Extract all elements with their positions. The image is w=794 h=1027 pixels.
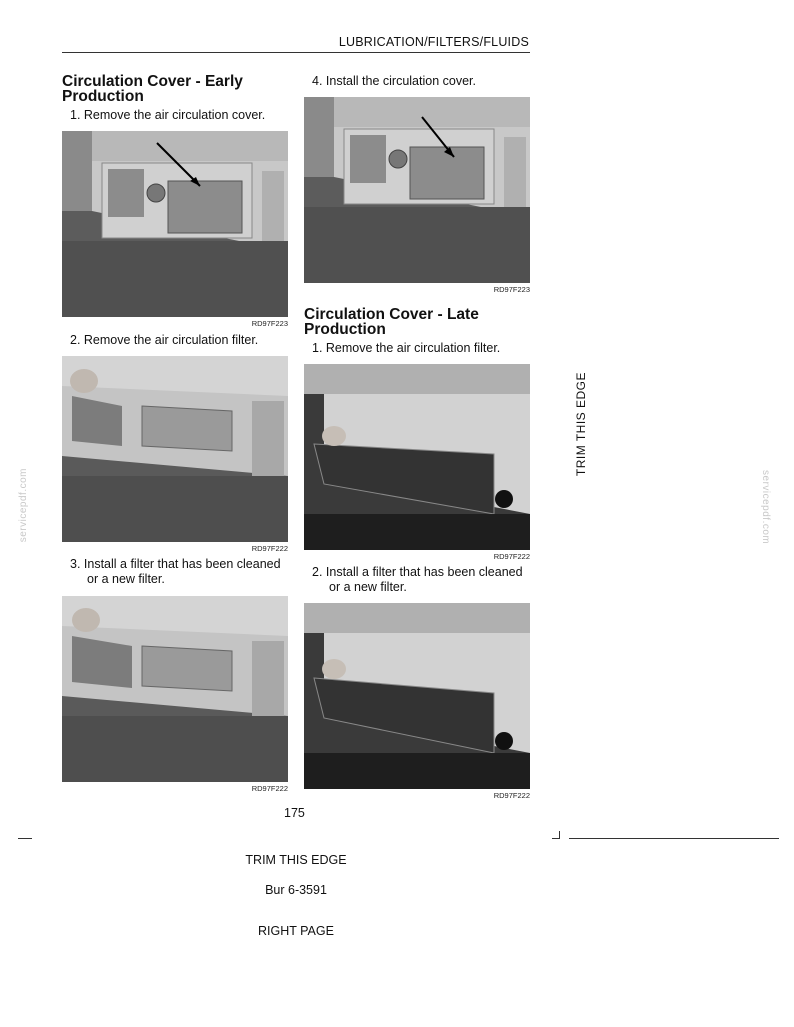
running-header: LUBRICATION/FILTERS/FLUIDS [338,35,529,49]
heading-line: Circulation Cover - Early [62,73,243,90]
page-side: RIGHT PAGE [258,924,334,938]
step-1-remove-cover: 1. Remove the air circulation cover. [70,108,266,122]
step-line: 2. Install a filter that has been cleaned [312,565,523,579]
figure-id: RD97F223 [493,285,530,294]
trim-edge-bottom: TRIM THIS EDGE [245,853,347,867]
header-rule [62,52,530,53]
heading-line: Production [304,321,386,338]
figure-id: RD97F223 [251,319,288,328]
watermark-left: servicepdf.com [18,468,29,543]
step-2-install-filter-late [312,565,523,595]
page-number: 175 [284,806,305,820]
photo-remove-filter-late [304,364,530,550]
crop-mark-left [18,838,32,839]
filter-photo-illustration [62,356,288,542]
photo-remove-cover [62,131,288,317]
document-code: Bur 6-3591 [265,883,327,897]
trim-edge-vertical: TRIM THIS EDGE [574,372,588,477]
figure-id: RD97F222 [493,791,530,800]
section-heading-early [62,74,243,104]
heading-line: Production [62,88,144,105]
photo-install-filter [62,596,288,782]
late-filter-illustration [304,364,530,550]
photo-remove-filter [62,356,288,542]
cover-install-illustration [304,97,530,283]
step-line: 3. Install a filter that has been cleaned [70,557,281,571]
figure-id: RD97F222 [493,552,530,561]
step-3-install-filter [70,557,281,587]
step-line: or a new filter. [87,572,165,586]
figure-id: RD97F222 [251,784,288,793]
step-2-remove-filter: 2. Remove the air circulation filter. [70,333,259,347]
section-heading-late [304,307,479,337]
crop-mark-right [569,838,779,839]
step-line: or a new filter. [329,580,407,594]
crop-mark-corner-v [559,831,560,839]
figure-id: RD97F222 [251,544,288,553]
photo-install-filter-late [304,603,530,789]
photo-install-cover [304,97,530,283]
cover-photo-illustration [62,131,288,317]
heading-line: Circulation Cover - Late [304,306,479,323]
install-photo-illustration [62,596,288,782]
late-install-illustration [304,603,530,789]
step-4-install-cover: 4. Install the circulation cover. [312,74,476,88]
step-1-remove-filter-late: 1. Remove the air circulation filter. [312,341,501,355]
watermark-right: servicepdf.com [760,470,771,545]
